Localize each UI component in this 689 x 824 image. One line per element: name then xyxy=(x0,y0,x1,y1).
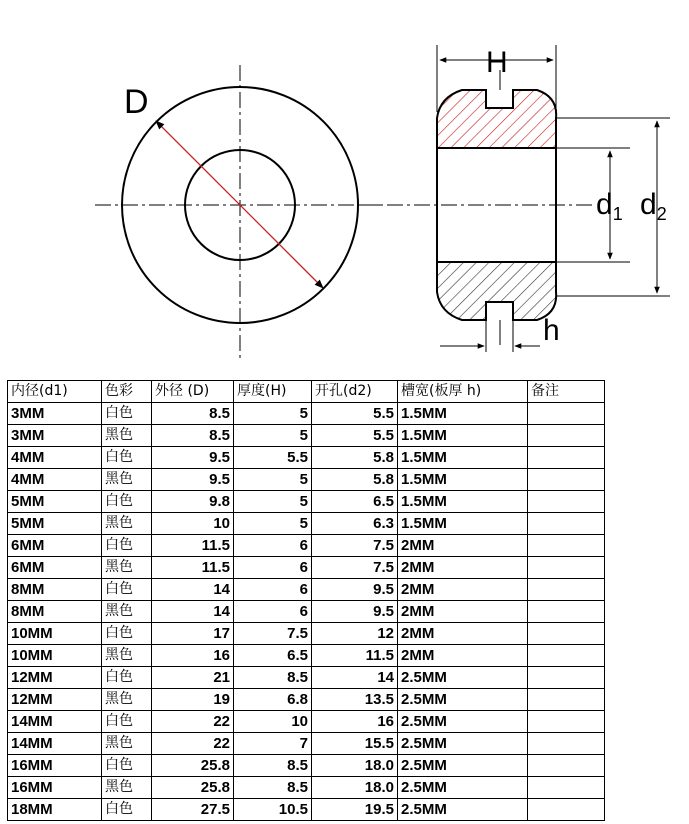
cell-thickness: 6 xyxy=(234,601,312,623)
cell-outer-diameter: 8.5 xyxy=(152,403,234,425)
cell-color: 黑色 xyxy=(102,513,152,535)
cell-outer-diameter: 11.5 xyxy=(152,535,234,557)
cell-notes xyxy=(528,469,605,491)
header-color: 色彩 xyxy=(102,381,152,403)
label-d1: $d_1$ xyxy=(596,188,623,224)
cell-groove-width: 2.5MM xyxy=(398,799,528,821)
table-row xyxy=(8,579,605,601)
cell-inner-diameter: 16MM xyxy=(8,755,102,777)
cell-inner-diameter: 14MM xyxy=(8,733,102,755)
cell-thickness: 7.5 xyxy=(234,623,312,645)
cell-hole-size: 7.5 xyxy=(312,557,398,579)
cell-hole-size: 9.5 xyxy=(312,579,398,601)
cell-color: 黑色 xyxy=(102,645,152,667)
cell-inner-diameter: 6MM xyxy=(8,535,102,557)
table-row xyxy=(8,403,605,425)
cell-notes xyxy=(528,667,605,689)
table-row xyxy=(8,689,605,711)
cell-thickness: 6 xyxy=(234,535,312,557)
table-row xyxy=(8,799,605,821)
cell-color: 白色 xyxy=(102,799,152,821)
cell-color: 黑色 xyxy=(102,733,152,755)
cell-thickness: 7 xyxy=(234,733,312,755)
cell-inner-diameter: 12MM xyxy=(8,667,102,689)
cell-outer-diameter: 9.5 xyxy=(152,469,234,491)
cell-hole-size: 6.3 xyxy=(312,513,398,535)
cell-thickness: 6.5 xyxy=(234,645,312,667)
cell-groove-width: 2.5MM xyxy=(398,711,528,733)
cell-inner-diameter: 4MM xyxy=(8,469,102,491)
cell-hole-size: 14 xyxy=(312,667,398,689)
section-bottom-hatch xyxy=(437,262,556,320)
cell-outer-diameter: 8.5 xyxy=(152,425,234,447)
cell-outer-diameter: 22 xyxy=(152,733,234,755)
section-top-hatch xyxy=(437,90,556,148)
cell-groove-width: 2MM xyxy=(398,623,528,645)
table-row xyxy=(8,447,605,469)
label-D: D xyxy=(124,83,149,121)
cell-inner-diameter: 3MM xyxy=(8,425,102,447)
cell-thickness: 10.5 xyxy=(234,799,312,821)
cell-color: 白色 xyxy=(102,667,152,689)
table-row xyxy=(8,513,605,535)
cell-notes xyxy=(528,425,605,447)
cell-thickness: 5 xyxy=(234,513,312,535)
cell-hole-size: 18.0 xyxy=(312,755,398,777)
cell-thickness: 8.5 xyxy=(234,777,312,799)
cell-hole-size: 5.5 xyxy=(312,425,398,447)
cell-inner-diameter: 5MM xyxy=(8,491,102,513)
cell-thickness: 6 xyxy=(234,579,312,601)
table-row xyxy=(8,469,605,491)
cell-hole-size: 7.5 xyxy=(312,535,398,557)
cell-inner-diameter: 10MM xyxy=(8,645,102,667)
cell-hole-size: 19.5 xyxy=(312,799,398,821)
cell-color: 白色 xyxy=(102,755,152,777)
cell-outer-diameter: 10 xyxy=(152,513,234,535)
table-row xyxy=(8,601,605,623)
cell-notes xyxy=(528,513,605,535)
cell-notes xyxy=(528,623,605,645)
table-row xyxy=(8,777,605,799)
cell-notes xyxy=(528,491,605,513)
cell-thickness: 8.5 xyxy=(234,755,312,777)
cell-notes xyxy=(528,755,605,777)
cell-color: 白色 xyxy=(102,579,152,601)
cell-groove-width: 2MM xyxy=(398,535,528,557)
cell-groove-width: 2.5MM xyxy=(398,667,528,689)
cell-groove-width: 1.5MM xyxy=(398,513,528,535)
cell-notes xyxy=(528,645,605,667)
cell-color: 白色 xyxy=(102,403,152,425)
table-body xyxy=(8,403,605,821)
cell-hole-size: 18.0 xyxy=(312,777,398,799)
cell-hole-size: 5.8 xyxy=(312,469,398,491)
table-row xyxy=(8,755,605,777)
cell-thickness: 6 xyxy=(234,557,312,579)
table-row xyxy=(8,733,605,755)
table-row xyxy=(8,557,605,579)
cell-hole-size: 16 xyxy=(312,711,398,733)
cell-outer-diameter: 19 xyxy=(152,689,234,711)
section-view xyxy=(360,45,670,352)
cell-groove-width: 2MM xyxy=(398,601,528,623)
cell-groove-width: 2MM xyxy=(398,645,528,667)
table-header-row xyxy=(8,381,605,403)
front-view xyxy=(95,65,382,362)
header-groove-width: 槽宽(板厚 h) xyxy=(398,381,528,403)
table-row xyxy=(8,645,605,667)
cell-notes xyxy=(528,601,605,623)
cell-notes xyxy=(528,403,605,425)
cell-outer-diameter: 11.5 xyxy=(152,557,234,579)
cell-outer-diameter: 22 xyxy=(152,711,234,733)
label-h: h xyxy=(543,314,560,347)
cell-color: 白色 xyxy=(102,623,152,645)
cell-notes xyxy=(528,711,605,733)
cell-thickness: 8.5 xyxy=(234,667,312,689)
cell-groove-width: 1.5MM xyxy=(398,403,528,425)
table-row xyxy=(8,425,605,447)
cell-notes xyxy=(528,777,605,799)
cell-inner-diameter: 12MM xyxy=(8,689,102,711)
cell-color: 白色 xyxy=(102,447,152,469)
cell-notes xyxy=(528,733,605,755)
cell-thickness: 6.8 xyxy=(234,689,312,711)
cell-thickness: 5 xyxy=(234,403,312,425)
cell-notes xyxy=(528,447,605,469)
label-d2: $d_2$ xyxy=(640,188,667,224)
cell-groove-width: 2.5MM xyxy=(398,755,528,777)
cell-color: 白色 xyxy=(102,491,152,513)
cell-inner-diameter: 8MM xyxy=(8,579,102,601)
cell-notes xyxy=(528,557,605,579)
table-row xyxy=(8,491,605,513)
header-notes: 备注 xyxy=(528,381,605,403)
cell-thickness: 5.5 xyxy=(234,447,312,469)
label-H: H xyxy=(486,46,508,79)
cell-hole-size: 5.8 xyxy=(312,447,398,469)
cell-groove-width: 2.5MM xyxy=(398,689,528,711)
cell-outer-diameter: 21 xyxy=(152,667,234,689)
cell-groove-width: 2.5MM xyxy=(398,777,528,799)
cell-hole-size: 13.5 xyxy=(312,689,398,711)
cell-groove-width: 1.5MM xyxy=(398,491,528,513)
cell-outer-diameter: 17 xyxy=(152,623,234,645)
cell-inner-diameter: 5MM xyxy=(8,513,102,535)
cell-inner-diameter: 18MM xyxy=(8,799,102,821)
spec-table xyxy=(7,380,605,821)
cell-thickness: 10 xyxy=(234,711,312,733)
cell-inner-diameter: 14MM xyxy=(8,711,102,733)
cell-color: 黑色 xyxy=(102,689,152,711)
cell-color: 黑色 xyxy=(102,425,152,447)
cell-groove-width: 1.5MM xyxy=(398,469,528,491)
cell-color: 黑色 xyxy=(102,777,152,799)
table-row xyxy=(8,667,605,689)
cell-outer-diameter: 14 xyxy=(152,579,234,601)
cell-outer-diameter: 14 xyxy=(152,601,234,623)
cell-inner-diameter: 4MM xyxy=(8,447,102,469)
cell-outer-diameter: 9.8 xyxy=(152,491,234,513)
table-row xyxy=(8,623,605,645)
cell-inner-diameter: 16MM xyxy=(8,777,102,799)
cell-color: 白色 xyxy=(102,711,152,733)
cell-groove-width: 2MM xyxy=(398,557,528,579)
header-thickness: 厚度(H) xyxy=(234,381,312,403)
cell-thickness: 5 xyxy=(234,425,312,447)
cell-groove-width: 2.5MM xyxy=(398,733,528,755)
cell-outer-diameter: 27.5 xyxy=(152,799,234,821)
header-outer-diameter: 外径 (D) xyxy=(152,381,234,403)
cell-color: 黑色 xyxy=(102,601,152,623)
table-row xyxy=(8,535,605,557)
cell-outer-diameter: 16 xyxy=(152,645,234,667)
cell-inner-diameter: 6MM xyxy=(8,557,102,579)
cell-color: 黑色 xyxy=(102,469,152,491)
table-row xyxy=(8,711,605,733)
cell-hole-size: 12 xyxy=(312,623,398,645)
cell-notes xyxy=(528,689,605,711)
cell-groove-width: 1.5MM xyxy=(398,425,528,447)
cell-thickness: 5 xyxy=(234,469,312,491)
grommet-technical-drawing xyxy=(0,0,689,380)
cell-outer-diameter: 25.8 xyxy=(152,777,234,799)
cell-notes xyxy=(528,535,605,557)
cell-outer-diameter: 25.8 xyxy=(152,755,234,777)
cell-hole-size: 6.5 xyxy=(312,491,398,513)
cell-inner-diameter: 8MM xyxy=(8,601,102,623)
cell-notes xyxy=(528,579,605,601)
header-hole-size: 开孔(d2) xyxy=(312,381,398,403)
cell-hole-size: 5.5 xyxy=(312,403,398,425)
cell-color: 白色 xyxy=(102,535,152,557)
cell-hole-size: 9.5 xyxy=(312,601,398,623)
cell-color: 黑色 xyxy=(102,557,152,579)
cell-inner-diameter: 10MM xyxy=(8,623,102,645)
cell-hole-size: 11.5 xyxy=(312,645,398,667)
cell-hole-size: 15.5 xyxy=(312,733,398,755)
header-inner-diameter: 内径(d1) xyxy=(8,381,102,403)
cell-thickness: 5 xyxy=(234,491,312,513)
cell-groove-width: 1.5MM xyxy=(398,447,528,469)
cell-inner-diameter: 3MM xyxy=(8,403,102,425)
cell-groove-width: 2MM xyxy=(398,579,528,601)
cell-outer-diameter: 9.5 xyxy=(152,447,234,469)
cell-notes xyxy=(528,799,605,821)
